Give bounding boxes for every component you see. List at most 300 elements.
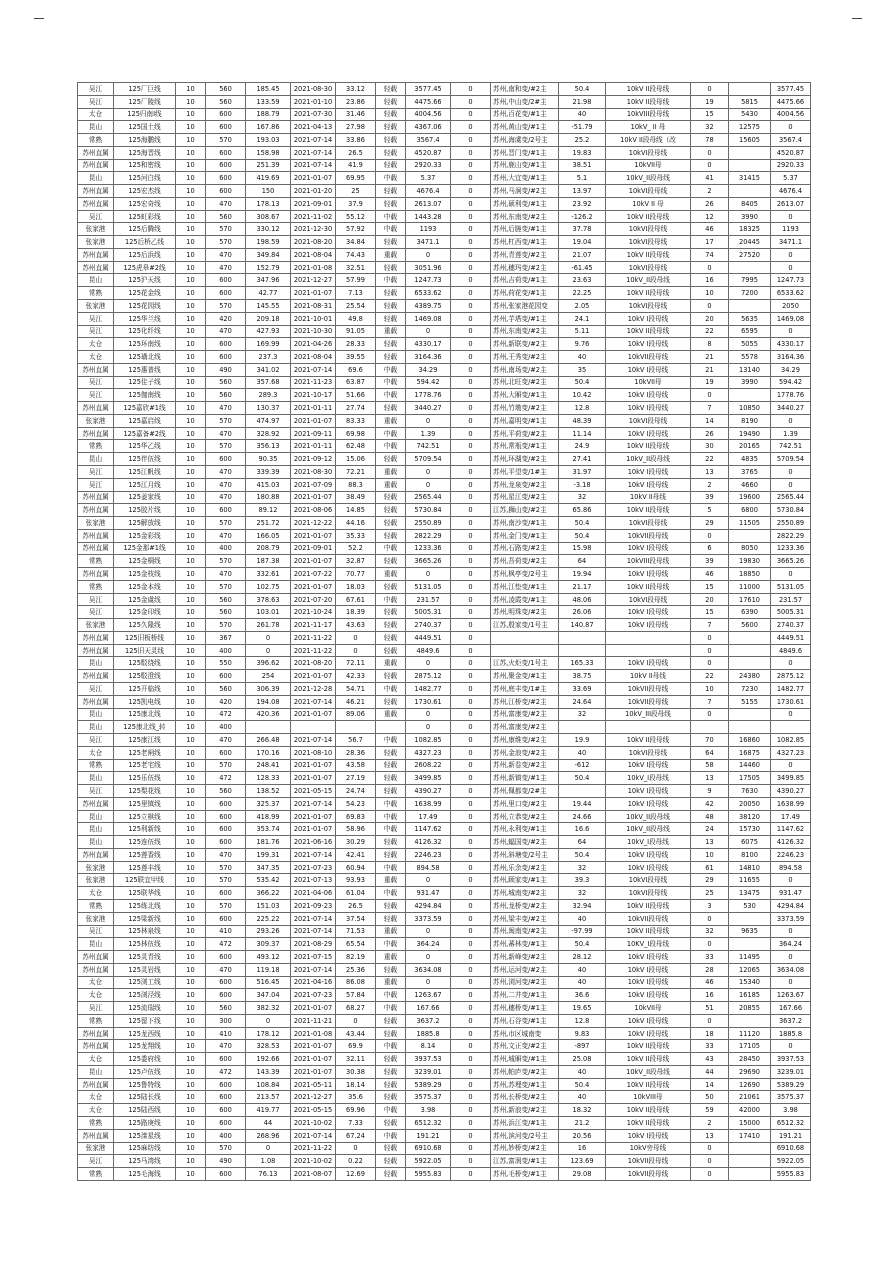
cell-line-name: 125金枝线 bbox=[114, 568, 176, 581]
cell-line-name: 125路庚线 bbox=[114, 1117, 176, 1130]
cell-available-capacity: 5005.31 bbox=[406, 606, 451, 619]
cell-load-rate: 18.03 bbox=[336, 580, 376, 593]
cell-date: 2021-07-23 bbox=[291, 861, 336, 874]
cell-load-rate: 82.19 bbox=[336, 951, 376, 964]
cell-capacity: 570 bbox=[206, 134, 246, 147]
cell-substation: 苏州,市区城南变 bbox=[491, 1027, 559, 1040]
cell-current: 103.01 bbox=[246, 606, 291, 619]
cell-user-capacity: 5430 bbox=[729, 108, 771, 121]
cell-line-name: 125旧天灵线 bbox=[114, 644, 176, 657]
cell-date: 2021-07-14 bbox=[291, 912, 336, 925]
cell-available-capacity: 17.49 bbox=[406, 810, 451, 823]
cell-count: 19 bbox=[691, 376, 729, 389]
cell-district: 吴江 bbox=[78, 682, 114, 695]
cell-zero-value: 0 bbox=[451, 1014, 491, 1027]
cell-load-level: 中载 bbox=[376, 274, 406, 287]
cell-bus: 10kV II母线 bbox=[606, 491, 691, 504]
cell-transformer-margin: 24.66 bbox=[559, 810, 606, 823]
table-row bbox=[78, 338, 811, 351]
cell-count: 15 bbox=[691, 606, 729, 619]
table-row bbox=[78, 836, 811, 849]
cell-load-level: 轻载 bbox=[376, 338, 406, 351]
cell-transformer-margin: 35 bbox=[559, 363, 606, 376]
cell-transformer-margin: 40 bbox=[559, 963, 606, 976]
cell-remaining-capacity: 2920.33 bbox=[771, 159, 811, 172]
table-row bbox=[78, 414, 811, 427]
cell-line-name: 125莲香线 bbox=[114, 848, 176, 861]
cell-substation: 苏州,大宜变/#1主 bbox=[491, 172, 559, 185]
cell-remaining-capacity: 364.24 bbox=[771, 938, 811, 951]
cell-transformer-margin: -897 bbox=[559, 1040, 606, 1053]
cell-available-capacity: 1482.77 bbox=[406, 682, 451, 695]
cell-load-level: 轻载 bbox=[376, 836, 406, 849]
cell-transformer-margin: 5.1 bbox=[559, 172, 606, 185]
cell-bus: 10kV_II段母线 bbox=[606, 1065, 691, 1078]
cell-transformer-margin: 38.75 bbox=[559, 670, 606, 683]
cell-capacity: 600 bbox=[206, 797, 246, 810]
cell-bus: 10kV II段母线 bbox=[606, 734, 691, 747]
cell-zero-value: 0 bbox=[451, 568, 491, 581]
cell-date: 2021-11-23 bbox=[291, 376, 336, 389]
cell-load-rate bbox=[336, 721, 376, 734]
cell-load-rate: 49.8 bbox=[336, 312, 376, 325]
cell-remaining-capacity: 2246.23 bbox=[771, 848, 811, 861]
cell-substation: 苏州,硕利变/#1主 bbox=[491, 197, 559, 210]
cell-current: 151.03 bbox=[246, 900, 291, 913]
cell-capacity: 570 bbox=[206, 236, 246, 249]
cell-available-capacity: 2550.89 bbox=[406, 517, 451, 530]
cell-line-name: 125金印线 bbox=[114, 606, 176, 619]
cell-transformer-margin: 19.44 bbox=[559, 797, 606, 810]
cell-load-rate: 68.27 bbox=[336, 1002, 376, 1015]
table-row bbox=[78, 568, 811, 581]
cell-voltage: 10 bbox=[176, 376, 206, 389]
cell-load-level: 轻载 bbox=[376, 185, 406, 198]
table-row bbox=[78, 121, 811, 134]
cell-transformer-margin: 25.08 bbox=[559, 1053, 606, 1066]
cell-available-capacity: 0 bbox=[406, 325, 451, 338]
cell-date: 2021-07-30 bbox=[291, 108, 336, 121]
cell-transformer-margin: 20.56 bbox=[559, 1129, 606, 1142]
cell-remaining-capacity: 5005.31 bbox=[771, 606, 811, 619]
cell-voltage: 10 bbox=[176, 823, 206, 836]
cell-date: 2021-01-11 bbox=[291, 402, 336, 415]
cell-count: 59 bbox=[691, 1104, 729, 1117]
cell-substation: 苏州,蝠国变/#2主 bbox=[491, 836, 559, 849]
cell-load-level: 中载 bbox=[376, 938, 406, 951]
cell-substation: 苏州,康维变/#2主 bbox=[491, 734, 559, 747]
cell-voltage: 10 bbox=[176, 734, 206, 747]
cell-current: 378.63 bbox=[246, 593, 291, 606]
cell-transformer-margin: 64 bbox=[559, 555, 606, 568]
cell-zero-value: 0 bbox=[451, 414, 491, 427]
cell-date: 2021-07-14 bbox=[291, 963, 336, 976]
cell-zero-value: 0 bbox=[451, 555, 491, 568]
cell-zero-value: 0 bbox=[451, 823, 491, 836]
cell-load-level: 轻载 bbox=[376, 619, 406, 632]
cell-remaining-capacity: 34.29 bbox=[771, 363, 811, 376]
cell-bus: 10kV I段母线 bbox=[606, 619, 691, 632]
cell-zero-value: 0 bbox=[451, 236, 491, 249]
cell-count: 39 bbox=[691, 555, 729, 568]
cell-line-name: 125后腾线 bbox=[114, 223, 176, 236]
cell-district: 昆山 bbox=[78, 657, 114, 670]
cell-user-capacity: 24380 bbox=[729, 670, 771, 683]
cell-load-level: 重载 bbox=[376, 951, 406, 964]
cell-count: 70 bbox=[691, 734, 729, 747]
cell-zero-value: 0 bbox=[451, 172, 491, 185]
cell-line-name: 125乐伍线 bbox=[114, 772, 176, 785]
cell-line-name: 125璜北线 bbox=[114, 351, 176, 364]
cell-date: 2021-11-22 bbox=[291, 644, 336, 657]
cell-load-rate: 28.36 bbox=[336, 746, 376, 759]
cell-voltage: 10 bbox=[176, 555, 206, 568]
cell-transformer-margin: 28.12 bbox=[559, 951, 606, 964]
cell-available-capacity: 4449.51 bbox=[406, 631, 451, 644]
cell-capacity: 420 bbox=[206, 695, 246, 708]
cell-substation: 苏州,文正变/#2主 bbox=[491, 1040, 559, 1053]
cell-transformer-margin: 18.32 bbox=[559, 1104, 606, 1117]
cell-load-level: 重载 bbox=[376, 568, 406, 581]
cell-load-level: 重载 bbox=[376, 708, 406, 721]
cell-user-capacity: 10850 bbox=[729, 402, 771, 415]
cell-voltage: 10 bbox=[176, 402, 206, 415]
cell-remaining-capacity: 594.42 bbox=[771, 376, 811, 389]
cell-current: 128.33 bbox=[246, 772, 291, 785]
cell-remaining-capacity: 6910.68 bbox=[771, 1142, 811, 1155]
cell-district: 苏州直属 bbox=[78, 951, 114, 964]
table-row bbox=[78, 197, 811, 210]
cell-voltage: 10 bbox=[176, 414, 206, 427]
cell-remaining-capacity: 5730.84 bbox=[771, 504, 811, 517]
cell-remaining-capacity: 2822.29 bbox=[771, 529, 811, 542]
cell-capacity: 600 bbox=[206, 351, 246, 364]
cell-substation: 苏州,芋塔变/#1主 bbox=[491, 312, 559, 325]
cell-bus: 10kV_I段母线 bbox=[606, 772, 691, 785]
cell-substation: 苏州,江桥变/#2主 bbox=[491, 695, 559, 708]
cell-zero-value: 0 bbox=[451, 491, 491, 504]
cell-date: 2021-01-08 bbox=[291, 1027, 336, 1040]
cell-user-capacity: 16185 bbox=[729, 989, 771, 1002]
cell-transformer-margin: 32.94 bbox=[559, 900, 606, 913]
cell-substation: 苏州,佩都变/2#主 bbox=[491, 785, 559, 798]
cell-transformer-margin: 48.39 bbox=[559, 414, 606, 427]
cell-voltage: 10 bbox=[176, 491, 206, 504]
cell-substation: 苏州,嘉明变/#1主 bbox=[491, 414, 559, 427]
cell-remaining-capacity: 0 bbox=[771, 121, 811, 134]
cell-load-level: 轻载 bbox=[376, 606, 406, 619]
cell-current: 169.99 bbox=[246, 338, 291, 351]
cell-load-rate: 0 bbox=[336, 644, 376, 657]
cell-remaining-capacity: 1233.36 bbox=[771, 542, 811, 555]
cell-current: 1.08 bbox=[246, 1155, 291, 1168]
cell-voltage: 10 bbox=[176, 312, 206, 325]
cell-bus: 10kVI段母线 bbox=[606, 223, 691, 236]
cell-zero-value: 0 bbox=[451, 134, 491, 147]
cell-count: 16 bbox=[691, 989, 729, 1002]
table-row bbox=[78, 1065, 811, 1078]
cell-bus: 10kVII段母线 bbox=[606, 1168, 691, 1181]
cell-bus: 10kV I段母线 bbox=[606, 1129, 691, 1142]
cell-voltage: 10 bbox=[176, 951, 206, 964]
cell-transformer-margin: 10.42 bbox=[559, 389, 606, 402]
cell-zero-value: 0 bbox=[451, 619, 491, 632]
cell-line-name: 125流瑞线 bbox=[114, 1002, 176, 1015]
cell-load-level: 中载 bbox=[376, 989, 406, 1002]
cell-current: 328.53 bbox=[246, 1040, 291, 1053]
cell-substation: 苏州,后塍变/#1主 bbox=[491, 223, 559, 236]
cell-remaining-capacity: 1.39 bbox=[771, 427, 811, 440]
cell-available-capacity: 5955.83 bbox=[406, 1168, 451, 1181]
cell-district: 吴江 bbox=[78, 925, 114, 938]
cell-district: 张家港 bbox=[78, 223, 114, 236]
table-row bbox=[78, 465, 811, 478]
cell-zero-value: 0 bbox=[451, 146, 491, 159]
cell-count: 3 bbox=[691, 900, 729, 913]
cell-current: 325.37 bbox=[246, 797, 291, 810]
cell-transformer-margin: 23.63 bbox=[559, 274, 606, 287]
cell-capacity: 470 bbox=[206, 465, 246, 478]
cell-bus: 10kVI段母线 bbox=[606, 261, 691, 274]
cell-district: 张家港 bbox=[78, 861, 114, 874]
cell-date: 2021-08-30 bbox=[291, 83, 336, 96]
cell-district: 苏州直属 bbox=[78, 197, 114, 210]
cell-transformer-margin: 15.98 bbox=[559, 542, 606, 555]
cell-load-level: 轻载 bbox=[376, 848, 406, 861]
cell-voltage: 10 bbox=[176, 1065, 206, 1078]
cell-user-capacity bbox=[729, 300, 771, 313]
cell-capacity: 600 bbox=[206, 989, 246, 1002]
cell-line-name: 125化纤线 bbox=[114, 325, 176, 338]
cell-substation: 苏州,星江变/#2主 bbox=[491, 491, 559, 504]
cell-load-level: 中载 bbox=[376, 734, 406, 747]
cell-substation: 苏州,穗桥变/#1主 bbox=[491, 1002, 559, 1015]
cell-district: 苏州直属 bbox=[78, 644, 114, 657]
cell-load-level: 中载 bbox=[376, 223, 406, 236]
cell-transformer-margin bbox=[559, 631, 606, 644]
cell-load-rate: 23.86 bbox=[336, 95, 376, 108]
table-row bbox=[78, 606, 811, 619]
cell-district: 吴江 bbox=[78, 95, 114, 108]
cell-count: 33 bbox=[691, 1040, 729, 1053]
cell-bus: 10kV II段母线 bbox=[606, 210, 691, 223]
cell-count: 17 bbox=[691, 236, 729, 249]
cell-district: 太仓 bbox=[78, 1104, 114, 1117]
cell-count: 0 bbox=[691, 300, 729, 313]
cell-capacity: 400 bbox=[206, 721, 246, 734]
cell-line-name: 125佳子线 bbox=[114, 376, 176, 389]
cell-remaining-capacity: 3440.27 bbox=[771, 402, 811, 415]
cell-zero-value: 0 bbox=[451, 670, 491, 683]
cell-available-capacity: 3499.85 bbox=[406, 772, 451, 785]
cell-available-capacity: 0 bbox=[406, 248, 451, 261]
cell-date: 2021-10-30 bbox=[291, 325, 336, 338]
cell-user-capacity: 530 bbox=[729, 900, 771, 913]
cell-district: 吴江 bbox=[78, 785, 114, 798]
cell-voltage: 10 bbox=[176, 223, 206, 236]
cell-load-level: 重载 bbox=[376, 657, 406, 670]
line-load-table bbox=[77, 82, 811, 1181]
cell-current: 427.93 bbox=[246, 325, 291, 338]
cell-voltage: 10 bbox=[176, 708, 206, 721]
cell-current: 357.68 bbox=[246, 376, 291, 389]
cell-load-level: 轻载 bbox=[376, 746, 406, 759]
cell-voltage: 10 bbox=[176, 440, 206, 453]
cell-count: 8 bbox=[691, 338, 729, 351]
cell-substation: 苏州,海虞变/2号主 bbox=[491, 134, 559, 147]
cell-capacity: 570 bbox=[206, 555, 246, 568]
cell-available-capacity: 6533.62 bbox=[406, 287, 451, 300]
cell-remaining-capacity: 2565.44 bbox=[771, 491, 811, 504]
cell-zero-value: 0 bbox=[451, 848, 491, 861]
cell-load-level: 中载 bbox=[376, 427, 406, 440]
cell-zero-value: 0 bbox=[451, 185, 491, 198]
cell-date: 2021-12-30 bbox=[291, 223, 336, 236]
cell-bus: 10kVIII段母线 bbox=[606, 108, 691, 121]
cell-line-name: 125金虞线 bbox=[114, 593, 176, 606]
cell-load-level: 中载 bbox=[376, 1002, 406, 1015]
cell-load-rate: 0.22 bbox=[336, 1155, 376, 1168]
cell-transformer-margin: 25.2 bbox=[559, 134, 606, 147]
cell-current: 180.88 bbox=[246, 491, 291, 504]
cell-voltage: 10 bbox=[176, 925, 206, 938]
cell-current: 266.48 bbox=[246, 734, 291, 747]
cell-remaining-capacity: 2613.07 bbox=[771, 197, 811, 210]
cell-voltage: 10 bbox=[176, 568, 206, 581]
cell-current: 339.39 bbox=[246, 465, 291, 478]
cell-capacity: 600 bbox=[206, 1091, 246, 1104]
cell-current: 237.3 bbox=[246, 351, 291, 364]
cell-user-capacity: 14460 bbox=[729, 759, 771, 772]
cell-load-level: 轻载 bbox=[376, 670, 406, 683]
table-row bbox=[78, 287, 811, 300]
cell-count: 10 bbox=[691, 287, 729, 300]
cell-load-rate: 24.74 bbox=[336, 785, 376, 798]
cell-load-level: 轻载 bbox=[376, 1053, 406, 1066]
cell-date: 2021-10-02 bbox=[291, 1155, 336, 1168]
cell-remaining-capacity: 5955.83 bbox=[771, 1168, 811, 1181]
cell-load-level: 中载 bbox=[376, 1104, 406, 1117]
cell-count: 58 bbox=[691, 759, 729, 772]
cell-date: 2021-08-07 bbox=[291, 1168, 336, 1181]
cell-remaining-capacity: 4126.32 bbox=[771, 836, 811, 849]
cell-load-rate: 70.77 bbox=[336, 568, 376, 581]
cell-capacity: 560 bbox=[206, 785, 246, 798]
cell-date: 2021-07-09 bbox=[291, 478, 336, 491]
cell-load-level: 轻载 bbox=[376, 121, 406, 134]
cell-remaining-capacity: 5131.05 bbox=[771, 580, 811, 593]
cell-count: 0 bbox=[691, 159, 729, 172]
cell-district: 常熟 bbox=[78, 1117, 114, 1130]
cell-transformer-margin: -51.79 bbox=[559, 121, 606, 134]
cell-load-rate: 34.84 bbox=[336, 236, 376, 249]
cell-substation: 苏州,吉荷变/#1主 bbox=[491, 274, 559, 287]
table-row bbox=[78, 746, 811, 759]
cell-remaining-capacity: 0 bbox=[771, 478, 811, 491]
cell-zero-value: 0 bbox=[451, 300, 491, 313]
cell-remaining-capacity: 6512.32 bbox=[771, 1117, 811, 1130]
cell-remaining-capacity: 191.21 bbox=[771, 1129, 811, 1142]
cell-date: 2021-08-20 bbox=[291, 236, 336, 249]
cell-remaining-capacity: 0 bbox=[771, 759, 811, 772]
table-row bbox=[78, 938, 811, 951]
cell-capacity: 570 bbox=[206, 580, 246, 593]
cell-available-capacity: 3440.27 bbox=[406, 402, 451, 415]
cell-load-rate: 65.54 bbox=[336, 938, 376, 951]
cell-substation: 苏州,二井变/#1主 bbox=[491, 989, 559, 1002]
cell-transformer-margin: 32 bbox=[559, 887, 606, 900]
cell-zero-value: 0 bbox=[451, 197, 491, 210]
cell-load-level: 轻载 bbox=[376, 95, 406, 108]
cell-current: 209.18 bbox=[246, 312, 291, 325]
table-row bbox=[78, 427, 811, 440]
cell-current: 415.03 bbox=[246, 478, 291, 491]
cell-line-name: 125康北线_转 bbox=[114, 721, 176, 734]
cell-available-capacity: 0 bbox=[406, 414, 451, 427]
cell-transformer-margin: 32 bbox=[559, 861, 606, 874]
cell-load-level: 中载 bbox=[376, 593, 406, 606]
cell-district: 吴江 bbox=[78, 312, 114, 325]
cell-available-capacity: 4004.56 bbox=[406, 108, 451, 121]
cell-district: 太仓 bbox=[78, 976, 114, 989]
cell-date: 2021-08-29 bbox=[291, 938, 336, 951]
cell-current: 418.99 bbox=[246, 810, 291, 823]
cell-bus: 10kVI段母线 bbox=[606, 236, 691, 249]
table-row bbox=[78, 631, 811, 644]
cell-zero-value: 0 bbox=[451, 976, 491, 989]
cell-count: 46 bbox=[691, 976, 729, 989]
cell-current: 152.79 bbox=[246, 261, 291, 274]
cell-load-level: 重载 bbox=[376, 414, 406, 427]
cell-substation: 苏州,南沙变/#1主 bbox=[491, 517, 559, 530]
cell-capacity: 470 bbox=[206, 478, 246, 491]
cell-bus: 10kV II段母线 bbox=[606, 1104, 691, 1117]
cell-bus: 10kV I段母线 bbox=[606, 785, 691, 798]
cell-available-capacity: 2740.37 bbox=[406, 619, 451, 632]
cell-capacity: 600 bbox=[206, 146, 246, 159]
cell-load-rate: 61.04 bbox=[336, 887, 376, 900]
cell-user-capacity: 11495 bbox=[729, 951, 771, 964]
cell-line-name: 125联华线 bbox=[114, 887, 176, 900]
cell-bus: 10kVI段母线 bbox=[606, 300, 691, 313]
cell-transformer-margin: 37.78 bbox=[559, 223, 606, 236]
cell-line-name: 125龙西线 bbox=[114, 1027, 176, 1040]
cell-date: 2021-01-07 bbox=[291, 172, 336, 185]
cell-date: 2021-11-17 bbox=[291, 619, 336, 632]
cell-zero-value: 0 bbox=[451, 912, 491, 925]
cell-zero-value: 0 bbox=[451, 810, 491, 823]
cell-transformer-margin: 19.65 bbox=[559, 1002, 606, 1015]
cell-count: 10 bbox=[691, 682, 729, 695]
cell-count: 0 bbox=[691, 146, 729, 159]
cell-capacity: 600 bbox=[206, 121, 246, 134]
cell-load-rate: 71.53 bbox=[336, 925, 376, 938]
cell-line-name: 125江帆线 bbox=[114, 465, 176, 478]
cell-current: 0 bbox=[246, 631, 291, 644]
cell-bus: 10kV_ II 母 bbox=[606, 121, 691, 134]
cell-zero-value: 0 bbox=[451, 708, 491, 721]
cell-bus: 10kV II 母 bbox=[606, 197, 691, 210]
cell-transformer-margin: 21.2 bbox=[559, 1117, 606, 1130]
cell-capacity: 470 bbox=[206, 261, 246, 274]
cell-load-rate: 69.96 bbox=[336, 1104, 376, 1117]
cell-date: 2021-07-14 bbox=[291, 695, 336, 708]
cell-capacity: 490 bbox=[206, 1155, 246, 1168]
cell-capacity: 570 bbox=[206, 1142, 246, 1155]
cell-remaining-capacity: 5922.05 bbox=[771, 1155, 811, 1168]
cell-district: 吴江 bbox=[78, 376, 114, 389]
cell-available-capacity: 3239.01 bbox=[406, 1065, 451, 1078]
